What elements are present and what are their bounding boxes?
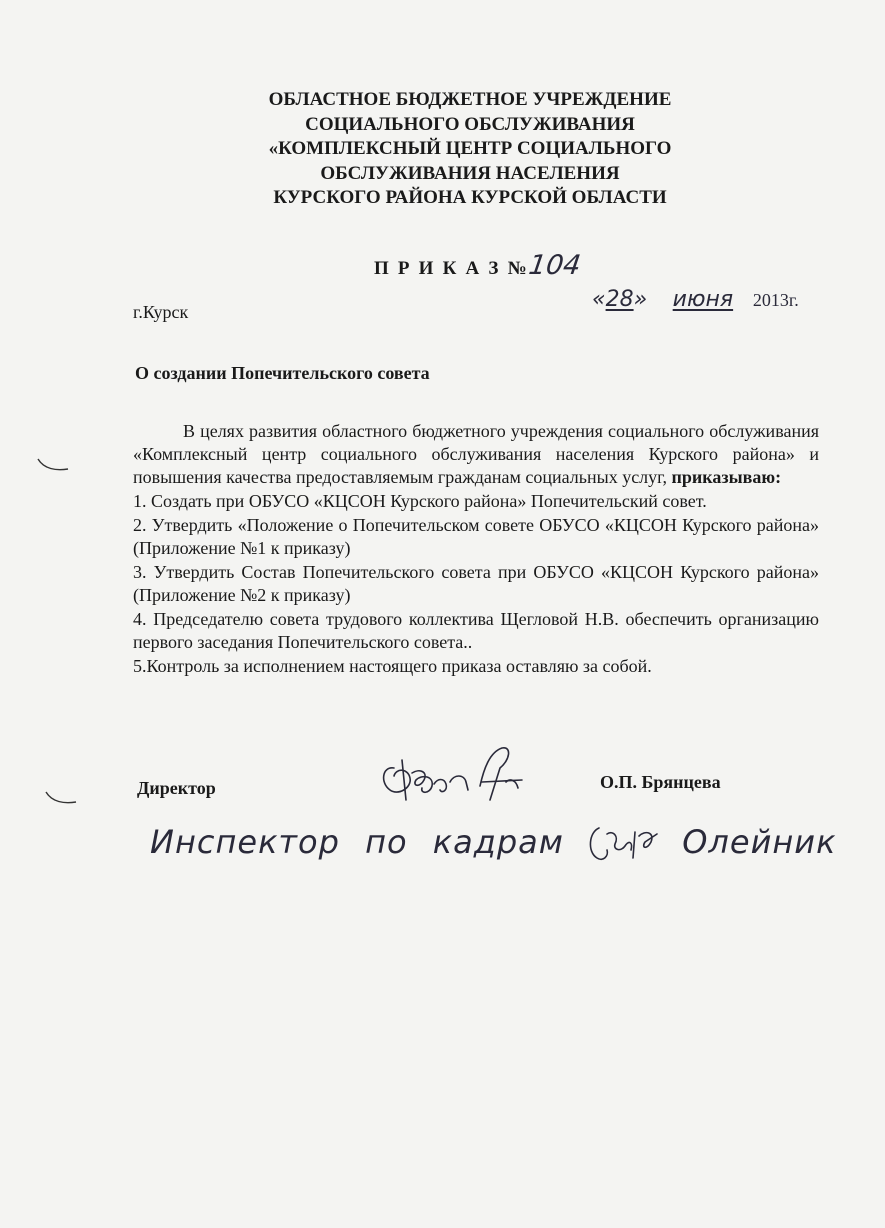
org-line-2: СОЦИАЛЬНОГО ОБСЛУЖИВАНИЯ xyxy=(305,113,635,135)
order-number: 104 xyxy=(526,250,583,281)
order-body xyxy=(133,420,819,678)
intro-directive: приказываю: xyxy=(671,467,782,487)
date-year: 2013г. xyxy=(752,290,799,310)
order-title xyxy=(374,250,583,281)
date-day: 28 xyxy=(605,287,634,312)
organization-header xyxy=(180,88,760,211)
org-line-4: ОБСЛУЖИВАНИЯ НАСЕЛЕНИЯ xyxy=(320,162,620,184)
place: г.Курск xyxy=(133,302,189,322)
order-date xyxy=(592,287,799,312)
signatory-position: Директор xyxy=(137,778,216,798)
intro-paragraph xyxy=(133,420,819,489)
date-open-quote: « xyxy=(592,287,606,312)
org-line-1: ОБЛАСТНОЕ БЮДЖЕТНОЕ УЧРЕЖДЕНИЕ xyxy=(268,89,672,110)
handwritten-note xyxy=(150,822,836,866)
order-item-5: 5.Контроль за исполнением настоящего приказа оставляю за собой. xyxy=(133,656,652,676)
director-signature xyxy=(372,738,532,813)
order-item-1: 1. Создать при ОБУСО «КЦСОН Курского района» Попечительский совет. xyxy=(133,491,707,511)
order-subject: О создании Попечительского совета xyxy=(135,363,430,383)
order-item-2: 2. Утвердить «Положение о Попечительском совете ОБУСО «КЦСОН Курского района» (Приложение №1 к приказу) xyxy=(133,515,819,558)
margin-tick-mark xyxy=(36,455,70,475)
order-item-4: 4. Председателю совета трудового коллектива Щегловой Н.В. обеспечить организацию первого заседания Попечительского совета.. xyxy=(133,609,819,652)
note-word-1: Инспектор xyxy=(150,823,340,861)
order-item-3: 3. Утвердить Состав Попечительского совета при ОБУСО «КЦСОН Курского района» (Приложение №2 к приказу) xyxy=(133,562,819,605)
note-word-4: Олейник xyxy=(682,823,837,861)
order-label: П Р И К А З № xyxy=(374,258,529,279)
inspector-signature xyxy=(585,822,665,866)
date-close-quote: » xyxy=(633,287,648,312)
margin-tick-mark xyxy=(44,790,78,810)
org-line-5: КУРСКОГО РАЙОНА КУРСКОЙ ОБЛАСТИ xyxy=(273,187,667,208)
signatory-name: О.П. Брянцева xyxy=(600,772,721,792)
note-word-2: по xyxy=(365,823,408,861)
org-line-3: «КОМПЛЕКСНЫЙ ЦЕНТР СОЦИАЛЬНОГО xyxy=(268,138,672,159)
date-month: июня xyxy=(672,287,734,312)
intro-text: В целях развития областного бюджетного учреждения социального обслуживания «Комплексный центр социального обслуживания населения Курского района» и повышения качества предоставляемым гражданам социальных услуг, xyxy=(133,421,819,487)
note-word-3: кадрам xyxy=(432,823,564,861)
